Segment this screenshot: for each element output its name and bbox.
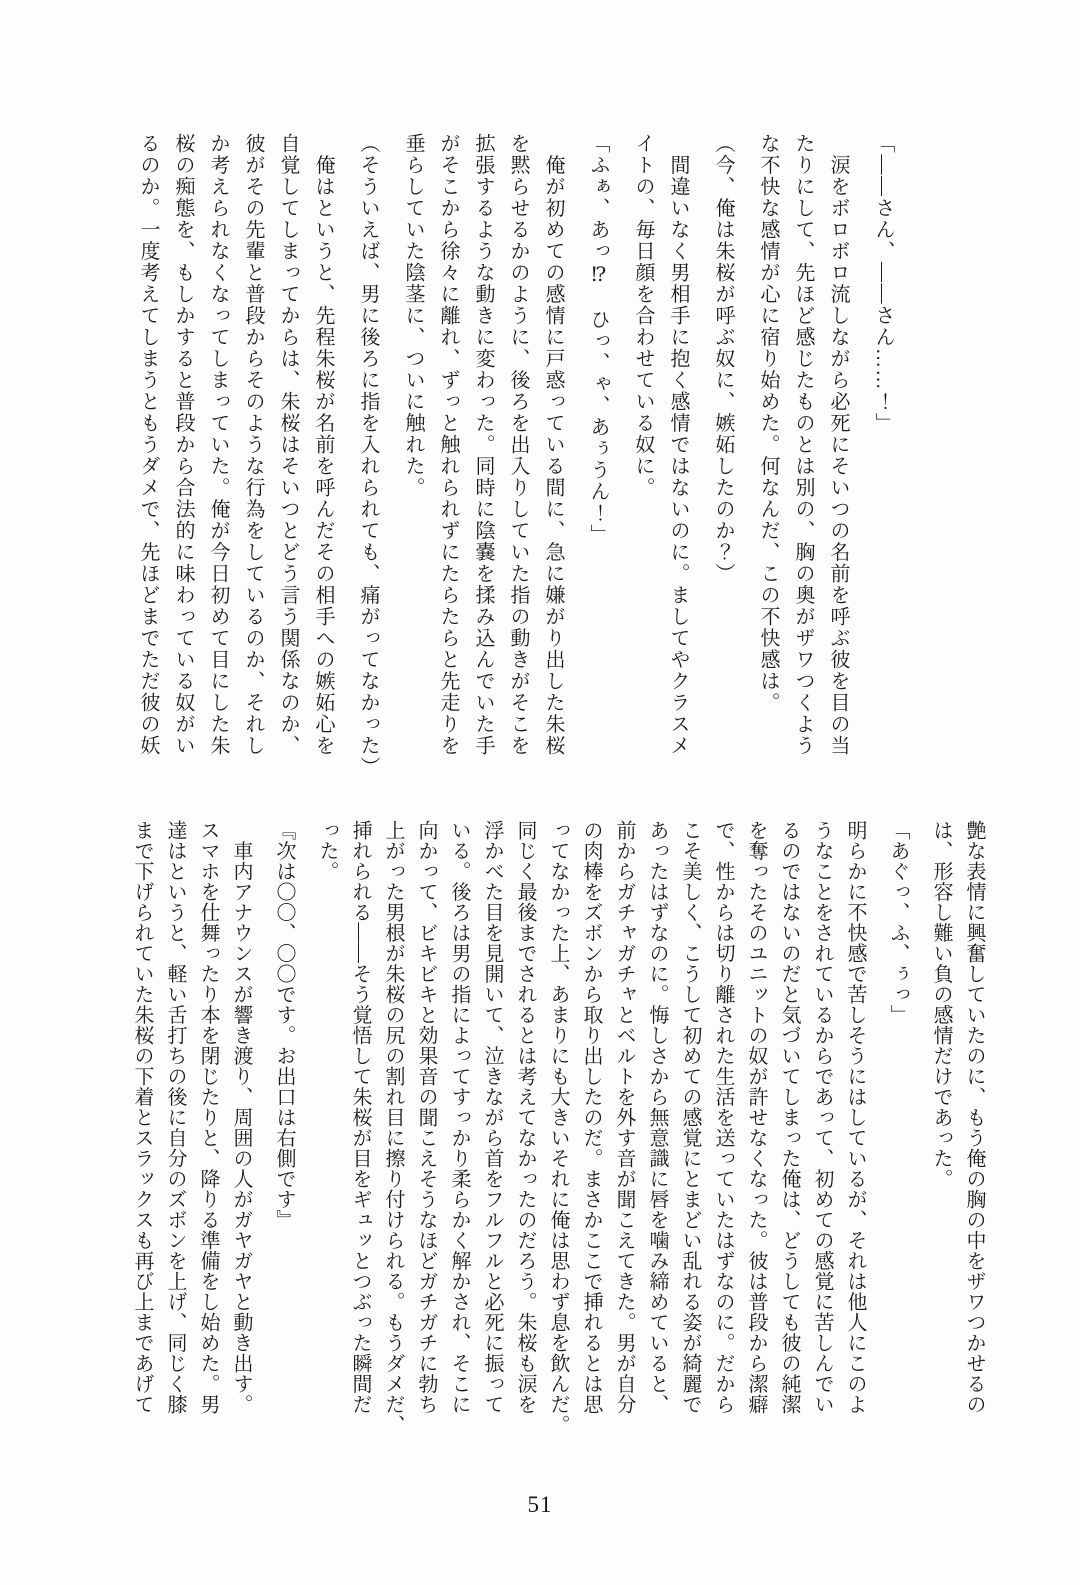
text-line: たりにして、先ほど感じたものとは別の、胸の奥がザワつくよう xyxy=(792,133,814,757)
text-line: った。 xyxy=(316,820,338,882)
text-line: （今、俺は朱桜が呼ぶ奴に、嫉妬したのか？） xyxy=(712,133,734,585)
text-line: ってなかった上、あまりにも大きいそれに俺は思わず息を飲んだ。 xyxy=(547,820,569,1435)
text-line: （そういえば、男に後ろに指を入れられても、痛がってなかった） xyxy=(357,133,379,778)
text-line: の肉棒をズボンから取り出したのだ。まさかここで挿れるとは思 xyxy=(580,820,602,1415)
text-line: か考えられなくなってしまっていた。俺が今日初めて目にした朱 xyxy=(207,133,229,757)
text-line: 達はというと、軽い舌打ちの後に自分のズボンを上げ、同じく膝 xyxy=(164,820,186,1415)
text-block-top xyxy=(105,133,910,778)
text-line: 涙をボロボロ流しながら必死にそいつの名前を呼ぶ彼を目の当 xyxy=(827,133,849,757)
text-line: 『次は〇〇、〇〇です。お出口は右側です』 xyxy=(273,820,295,1230)
page-number: 51 xyxy=(527,1492,553,1517)
text-line: いる。後ろは男の指によってすっかり柔らかく解かされ、そこに xyxy=(448,820,470,1415)
text-line: まで下げられていた朱桜の下着とスラックスも再び上まであげて xyxy=(131,820,153,1415)
text-line: 艶な表情に興奮していたのに、もう俺の胸の中をザワつかせるの xyxy=(963,820,985,1415)
text-line: 彼がその先輩と普段からそのような行為をしているのか、それし xyxy=(242,133,264,757)
text-line: 垂らしていた陰茎に、ついに触れた。 xyxy=(402,133,424,499)
text-line: こそ美しく、こうして初めての感覚にとまどい乱れる姿が綺麗で xyxy=(679,820,701,1415)
text-line: 「ふぁ、あっ⁉ ひっ、ゃ、あぅうん！」 xyxy=(587,133,609,546)
text-line: で、性からは切り離された生活を送っていたはずなのに。だから xyxy=(712,820,734,1415)
text-line: を黙らせるかのように、後ろを出入りしていた指の動きがそこを xyxy=(507,133,529,757)
text-line: 前からガチャガチャとベルトを外す音が聞こえてきた。男が自分 xyxy=(613,820,635,1415)
text-line: 向かって、ビキビキと効果音の聞こえそうなほどガチガチに勃ち xyxy=(415,820,437,1415)
text-line: 浮かべた目を見開いて、泣きながら首をフルフルと必死に振って xyxy=(481,820,503,1415)
text-line: 「――さん、――さん……！」 xyxy=(872,133,894,434)
text-line: を奪ったそのユニットの奴が許せなくなった。彼は普段から潔癖 xyxy=(745,820,767,1415)
text-line: あったはずなのに。悔しさから無意識に唇を噛み締めていると、 xyxy=(646,820,668,1415)
text-line: うなことをされているからであって、初めての感覚に苦しんでい xyxy=(811,820,833,1415)
text-line: 「あぐっ、ふ、ぅっ」 xyxy=(887,820,909,1025)
text-line: るのか。一度考えてしまうともうダメで、先ほどまでただ彼の妖 xyxy=(137,133,159,757)
text-line: 俺はというと、先程朱桜が名前を呼んだその相手への嫉妬心を xyxy=(312,133,334,757)
text-line: 車内アナウンスが響き渡り、周囲の人がガヤガヤと動き出す。 xyxy=(230,820,252,1415)
text-line: 桜の痴態を、もしかすると普段から合法的に味わっている奴がい xyxy=(172,133,194,757)
text-line: スマホを仕舞ったり本を閉じたりと、降りる準備をし始めた。男 xyxy=(197,820,219,1415)
text-line: 拡張するような動きに変わった。同時に陰嚢を揉み込んでいた手 xyxy=(472,133,494,757)
text-line: るのではないのだと気づいてしまった俺は、どうしても彼の純潔 xyxy=(778,820,800,1415)
text-block-bottom xyxy=(125,820,990,1465)
text-line: 同じく最後までされるとは考えてなかったのだろう。朱桜も涙を xyxy=(514,820,536,1415)
text-line: 明らかに不快感で苦しそうにはしているが、それは他人にこのよ xyxy=(844,820,866,1415)
text-line: 挿れられる――そう覚悟して朱桜が目をギュッとつぶった瞬間だ xyxy=(349,820,371,1415)
text-line: 自覚してしまってからは、朱桜はそいつとどう言う関係なのか、 xyxy=(277,133,299,757)
text-line: 上がった男根が朱桜の尻の割れ目に擦り付けられる。もうダメだ、 xyxy=(382,820,404,1435)
text-line: は、形容し難い負の感情だけであった。 xyxy=(930,820,952,1189)
text-line: 間違いなく男相手に抱く感情ではないのに。ましてやクラスメ xyxy=(667,133,689,757)
text-line: イトの、毎日顔を合わせている奴に。 xyxy=(632,133,654,499)
text-line: 俺が初めての感情に戸惑っている間に、急に嫌がり出した朱桜 xyxy=(542,133,564,757)
text-line: な不快な感情が心に宿り始めた。何なんだ、この不快感は。 xyxy=(757,133,779,714)
text-line: がそこから徐々に離れ、ずっと触れられずにたらたらと先走りを xyxy=(437,133,459,757)
